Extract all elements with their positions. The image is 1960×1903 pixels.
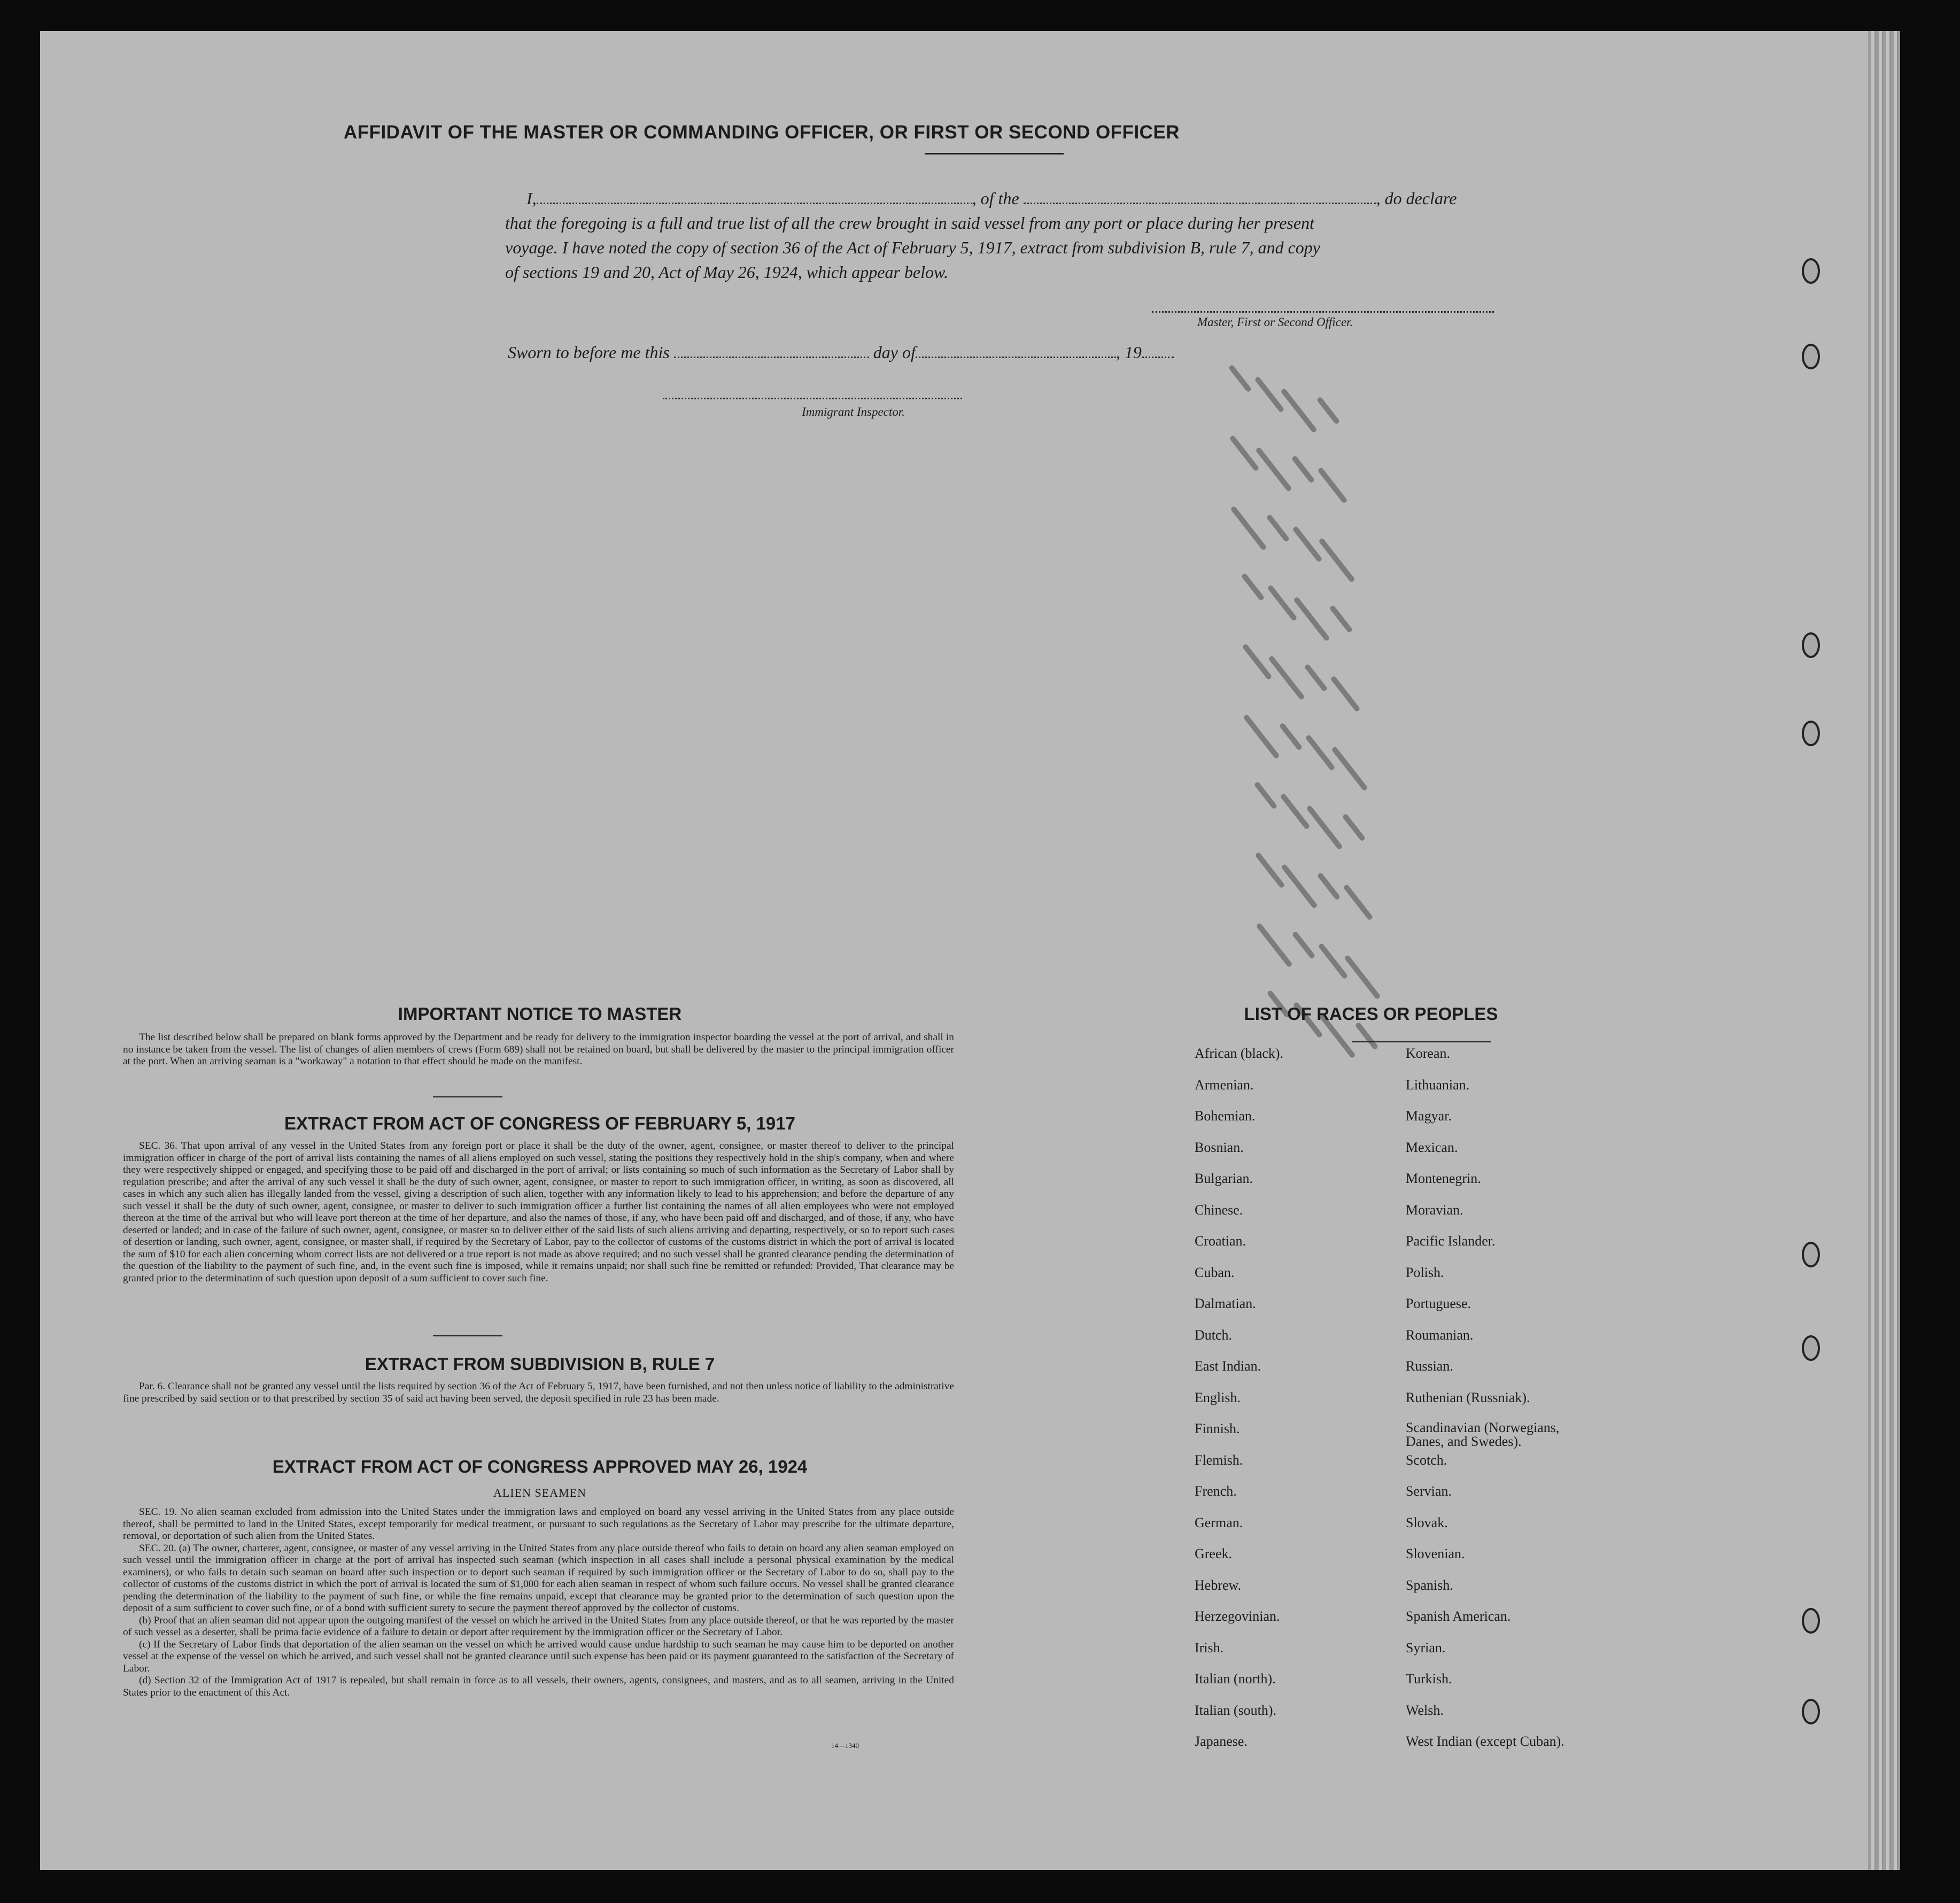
name-blank	[537, 188, 972, 204]
extract-1917-text	[123, 1140, 954, 1285]
bleed-mark	[1266, 514, 1290, 542]
race-item: Greek.	[1195, 1546, 1233, 1561]
bleed-mark	[1268, 655, 1305, 701]
bleed-mark	[1254, 781, 1278, 809]
race-item: Slovenian.	[1406, 1546, 1465, 1561]
affidavit-line-2: that the foregoing is a full and true list of all the crew brought in said vessel from any port or place during her present	[505, 213, 1314, 233]
race-item: English.	[1195, 1389, 1241, 1405]
races-right-column	[1406, 1046, 1598, 1765]
signature-line	[1152, 311, 1494, 313]
bleed-mark	[1267, 584, 1297, 621]
extract-1917-title: EXTRACT FROM ACT OF CONGRESS OF FEBRUARY 5, 1917	[284, 1113, 795, 1133]
separator-rule	[433, 1335, 502, 1336]
bleed-mark	[1292, 525, 1322, 562]
notice-text	[123, 1032, 954, 1068]
par-6-paragraph: Par. 6. Clearance shall not be granted any vessel until the lists required by section 36 of the Act of February 5, 1917, have been furnished, and not then unless notice of liability to the administrative fine prescribed by said section or to that prescribed by section 35 of said act having been served, the deposit specified in rule 23 has been made.	[123, 1381, 954, 1404]
signature-caption: Master, First or Second Officer.	[1197, 315, 1353, 329]
notice-paragraph: The list described below shall be prepared on blank forms approved by the Department and be ready for delivery to the immigration inspector boarding the vessel at the port of arrival, and shall in no instance be taken from the vessel. The list of changes of alien members of crews (Form 689) shall not be retained on board, but shall be delivered by the master to the principal immigration officer at the port. When an arriving seaman is a "workaway" a notation to that effect should be made on the manifest.	[123, 1032, 954, 1067]
race-item: Portuguese.	[1406, 1296, 1471, 1311]
binder-hole	[1802, 344, 1820, 369]
affidavit-i: I,	[526, 189, 537, 208]
notice-title: IMPORTANT NOTICE TO MASTER	[398, 1004, 682, 1024]
alien-seamen-subtitle: ALIEN SEAMEN	[493, 1486, 586, 1499]
race-item: Irish.	[1195, 1639, 1224, 1656]
sec-20b-paragraph: (b) Proof that an alien seaman did not appear upon the outgoing manifest of the vessel on which he arrived in the United States from any place outside thereof, or that he was reported by the master of such vessel as a deserter, shall be prima facie evidence of a failure to detain or deport after requirement by the immigration officer or the Secretary of Labor.	[123, 1614, 954, 1638]
bleed-mark	[1344, 955, 1381, 1000]
extract-1924-text	[123, 1506, 954, 1699]
bleed-mark	[1281, 864, 1318, 909]
inspector-caption-text: Immigrant Inspector.	[802, 405, 905, 419]
bleed-mark	[1343, 884, 1373, 920]
race-item: Bulgarian.	[1195, 1171, 1253, 1186]
bleed-mark	[1306, 805, 1343, 850]
bleed-mark	[1316, 396, 1341, 424]
bleed-mark	[1228, 364, 1252, 392]
sec-20a-paragraph: SEC. 20. (a) The owner, charterer, agent, consignee, or master of any vessel arriving in the United States from any place outside thereof who fails to detain on board any alien seaman employed on such vessel until the immigration officer in charge at the port of arrival has inspected such seaman (which inspection in all cases shall include a personal physical examination by the medical examiners), or who fails to detain such seaman on board after such inspection or to deport such seaman if required by such immigration officer or the Secretary of Labor to do so, shall pay to the collector of customs of the customs district in which the port of arrival is located the sum of $1,000 for each alien seaman in respect of whom such failure occurs. No vessel shall be granted clearance pending the determination of the liability to the payment of such fine, or while the fine remains unpaid, except that clearance may be granted prior to the determination of such question upon the deposit of a sum sufficient to cover such fine, or of a bond with sufficient surety to secure the payment thereof approved by the collector of customs.	[123, 1542, 954, 1614]
race-item: Mexican.	[1406, 1139, 1458, 1155]
binder-hole	[1802, 1699, 1820, 1724]
sworn-year-blank	[1142, 342, 1174, 358]
race-item: Servian.	[1406, 1483, 1452, 1499]
sec-20c-paragraph: (c) If the Secretary of Labor finds that deportation of the alien seaman on the vessel on which he arrived would cause undue hardship to such seaman he may cause him to be deported on another vessel at the expense of the vessel on which he arrived, and such vessel shall not be granted clearance until such expense has been paid or its payment guaranteed to the satisfaction of the Secretary of Labor.	[123, 1638, 954, 1674]
bleed-mark	[1243, 714, 1280, 760]
race-item: Herzegovinian.	[1195, 1608, 1280, 1624]
bleed-mark	[1255, 447, 1292, 492]
extract-rule7-text	[123, 1381, 954, 1405]
race-item: Polish.	[1406, 1264, 1444, 1280]
of-the: , of the	[972, 189, 1019, 208]
sworn-line	[508, 340, 1539, 365]
race-item: Spanish.	[1406, 1577, 1453, 1593]
race-item: Slovak.	[1406, 1514, 1448, 1530]
binder-hole	[1802, 258, 1820, 284]
affidavit-line-3: voyage. I have noted the copy of section 36 of the Act of February 5, 1917, extract from subdivision B, rule 7, and copy	[505, 238, 1320, 257]
race-item: Bosnian.	[1195, 1139, 1244, 1155]
bleed-mark	[1318, 942, 1348, 979]
race-item: Pacific Islander.	[1406, 1233, 1496, 1249]
do-declare: , do declare	[1376, 189, 1457, 208]
race-item: French.	[1195, 1483, 1237, 1499]
race-item: Roumanian.	[1406, 1327, 1474, 1343]
bleed-mark	[1256, 923, 1292, 968]
bleed-mark	[1293, 597, 1330, 642]
race-item: Magyar.	[1406, 1108, 1452, 1124]
bleed-mark	[1241, 573, 1265, 601]
document-page	[40, 31, 1900, 1870]
extract-rule7-title: EXTRACT FROM SUBDIVISION B, RULE 7	[365, 1354, 715, 1374]
bleed-mark	[1330, 675, 1360, 712]
bleed-mark	[1229, 435, 1259, 471]
sworn-text: Sworn to before me this	[508, 343, 670, 362]
binder-hole	[1802, 632, 1820, 658]
race-item: Italian (south).	[1195, 1702, 1277, 1718]
race-item: Hebrew.	[1195, 1577, 1242, 1593]
sworn-month-blank	[916, 342, 1116, 358]
binder-hole	[1802, 1335, 1820, 1361]
race-item: Syrian.	[1406, 1639, 1446, 1656]
form-number: 14—1340	[831, 1742, 859, 1750]
race-item: Bohemian.	[1195, 1108, 1256, 1124]
race-item: Korean.	[1406, 1046, 1451, 1061]
page-edge-strip	[1868, 31, 1900, 1870]
affidavit-line-1	[505, 186, 1537, 211]
bleed-mark	[1280, 793, 1310, 830]
race-item: East Indian.	[1195, 1358, 1261, 1374]
bleed-mark	[1342, 813, 1366, 841]
bleed-mark	[1292, 931, 1316, 959]
race-item: Finnish.	[1195, 1421, 1240, 1436]
bleed-mark	[1280, 388, 1317, 434]
sworn-year: , 19	[1115, 343, 1142, 362]
race-item: Spanish American.	[1406, 1608, 1511, 1624]
race-item: Montenegrin.	[1406, 1171, 1481, 1186]
bleed-mark	[1230, 506, 1267, 551]
bleed-mark	[1317, 872, 1341, 900]
binder-hole	[1802, 721, 1820, 746]
inspector-line	[663, 398, 962, 399]
race-item: Armenian.	[1195, 1077, 1254, 1093]
race-item: Cuban.	[1195, 1264, 1235, 1280]
race-item: Japanese.	[1195, 1734, 1248, 1749]
race-item: Croatian.	[1195, 1233, 1246, 1249]
bleed-mark	[1254, 852, 1285, 888]
race-item: Moravian.	[1406, 1202, 1463, 1218]
bleed-mark	[1317, 467, 1347, 504]
races-title: LIST OF RACES OR PEOPLES	[1244, 1004, 1498, 1024]
bleed-mark	[1318, 538, 1355, 583]
affidavit-title: AFFIDAVIT OF THE MASTER OR COMMANDING OFFICER, OR FIRST OR SECOND OFFICER	[343, 122, 1180, 143]
race-item: Italian (north).	[1195, 1671, 1276, 1687]
race-item: Welsh.	[1406, 1702, 1444, 1718]
binder-hole	[1802, 1608, 1820, 1634]
bleed-mark	[1242, 643, 1272, 680]
affidavit-line-4: of sections 19 and 20, Act of May 26, 1924, which appear below.	[505, 262, 948, 282]
race-item: Russian.	[1406, 1358, 1453, 1374]
bleed-mark	[1291, 455, 1315, 483]
sworn-day-blank	[674, 342, 869, 358]
bleed-mark	[1304, 663, 1328, 692]
race-item: Ruthenian (Russniak).	[1406, 1389, 1530, 1405]
sec-36-paragraph: SEC. 36. That upon arrival of any vessel in the United States from any foreign port or place it shall be the duty of the owner, agent, consignee, or master thereof to deliver to the principal immigration officer in charge of the port of arrival lists containing the names of all aliens employed on such vessel, stating the positions they respectively hold in the ship's company, when and where they were respectively shipped or engaged, and specifying those to be paid off and discharged in the port of arrival; or lists containing so much of such information as the Secretary of Labor shall by regulation prescribe; and after the arrival of any such vessel it shall be the duty of such owner, agent, consignee, or master to report to such immigration officer, in writing, as soon as discovered, all cases in which any such alien has illegally landed from the vessel, giving a description of such alien, together with any information likely to lead to his apprehension; and before the departure of any such vessel it shall be the duty of such owner, agent, consignee, or master to deliver to such immigration officer a further list containing the names of all alien employees who were not employed thereon at the time of the arrival but who will leave port thereon at the time of her departure, and also the names of those, if any, who have been paid off and discharged, and of those, if any, who have deserted or landed; and in case of the failure of such owner, agent, consignee, or master so to deliver either of the said lists of such aliens arriving and departing, respectively, or so to report such cases of desertion or landing, such owner, agent, consignee, or master shall, if required by the Secretary of Labor, pay to the collector of customs of the customs district in which the port of arrival is located the sum of $10 for each alien concerning whom correct lists are not delivered or a true report is not made as above required; and no such vessel shall be granted clearance pending the determination of the question of the liability to the payment of such fine, and, in the event such fine is imposed, while it remains unpaid; nor shall such fine be remitted or refunded: Provided, That clearance may be granted prior to the determination of such question upon deposit of a sum sufficient to cover such fine.	[123, 1140, 954, 1284]
race-item: West Indian (except Cuban).	[1406, 1734, 1564, 1749]
extract-1924-title: EXTRACT FROM ACT OF CONGRESS APPROVED MAY 26, 1924	[272, 1457, 808, 1476]
race-item: African (black).	[1195, 1046, 1284, 1061]
separator-rule	[433, 1096, 502, 1097]
races-left-column	[1195, 1046, 1283, 1765]
races-title-rule	[1352, 1041, 1491, 1042]
binder-hole	[1802, 1242, 1820, 1267]
race-item: Dalmatian.	[1195, 1296, 1256, 1311]
race-item: German.	[1195, 1514, 1243, 1530]
race-item: Turkish.	[1406, 1671, 1452, 1687]
race-item: Scotch.	[1406, 1452, 1447, 1468]
vessel-blank	[1024, 188, 1376, 204]
bleed-mark	[1331, 746, 1368, 792]
bleed-mark	[1254, 376, 1284, 413]
bleed-mark	[1305, 734, 1335, 771]
race-item: Dutch.	[1195, 1327, 1233, 1343]
title-rule	[925, 153, 1064, 154]
bleed-mark	[1329, 605, 1353, 633]
race-item: Flemish.	[1195, 1452, 1243, 1468]
bleed-mark	[1355, 1022, 1379, 1050]
bleed-mark	[1279, 722, 1303, 751]
sec-19-paragraph: SEC. 19. No alien seaman excluded from admission into the United States under the immigration laws and employed on board any vessel arriving in the United States from any place outside thereof, shall be permitted to land in the United States, except temporarily for medical treatment, or pursuant to such regulations as the Secretary of Labor may prescribe for the ultimate departure, removal, or deportation of such alien from the United States.	[123, 1506, 954, 1542]
race-item: Scandinavian (Norwegians, Danes, and Swedes).	[1406, 1420, 1560, 1449]
sec-20d-paragraph: (d) Section 32 of the Immigration Act of 1917 is repealed, but shall remain in force as to all vessels, their owners, agents, consignees, and masters, and as to all seamen, arriving in the United States prior to the enactment of this Act.	[123, 1675, 954, 1698]
race-item: Chinese.	[1195, 1202, 1243, 1218]
race-item: Lithuanian.	[1406, 1077, 1470, 1093]
sworn-day-of: day of	[873, 343, 916, 362]
